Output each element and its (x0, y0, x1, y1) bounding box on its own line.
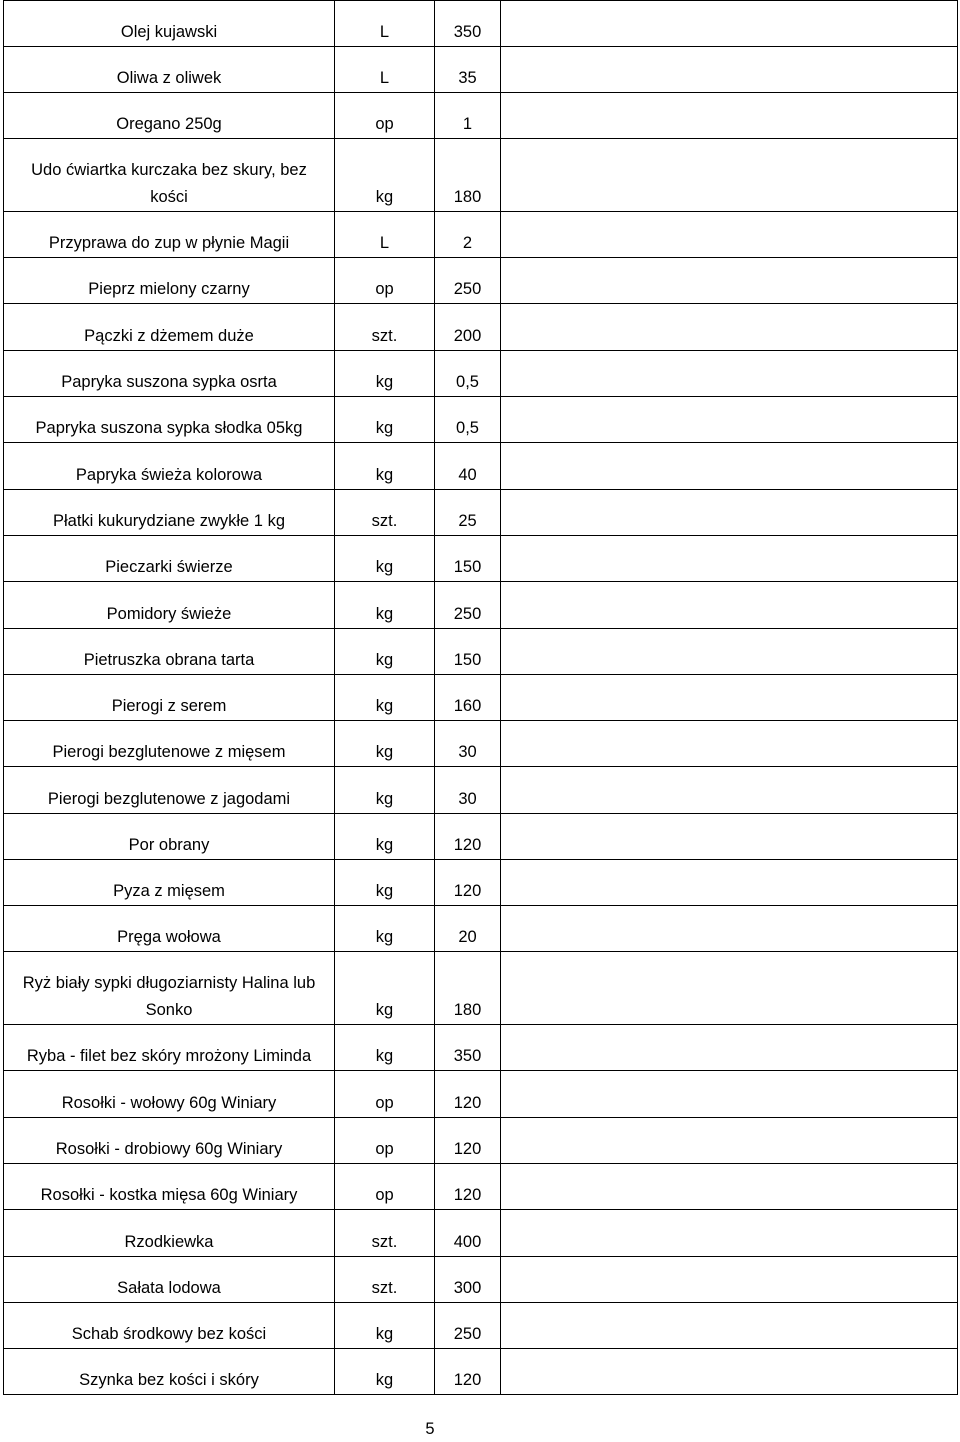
item-unit-cell: op (335, 258, 435, 304)
item-empty-cell (501, 814, 958, 860)
item-unit-cell: kg (335, 814, 435, 860)
item-name-cell: Sałata lodowa (4, 1257, 335, 1303)
item-unit-cell: kg (335, 1303, 435, 1349)
item-empty-cell (501, 212, 958, 258)
item-empty-cell (501, 397, 958, 443)
table-row (4, 1, 958, 47)
item-name-cell: Rosołki - drobiowy 60g Winiary (4, 1118, 335, 1164)
item-name-cell: Papryka suszona sypka słodka 05kg (4, 397, 335, 443)
item-quantity-cell: 120 (435, 1118, 501, 1164)
item-name-cell: Pietruszka obrana tarta (4, 629, 335, 675)
table-row (4, 1210, 958, 1257)
item-unit-cell: kg (335, 582, 435, 629)
item-unit-cell: kg (335, 536, 435, 582)
item-quantity-cell: 150 (435, 629, 501, 675)
item-empty-cell (501, 1025, 958, 1071)
table-row (4, 351, 958, 397)
item-name-cell: Udo ćwiartka kurczaka bez skury, bez kości (4, 139, 335, 212)
item-name-cell: Rosołki - kostka mięsa 60g Winiary (4, 1164, 335, 1210)
item-unit-cell: kg (335, 721, 435, 767)
item-name-cell: Pyza z mięsem (4, 860, 335, 906)
item-name-cell: Pączki z dżemem duże (4, 304, 335, 351)
item-empty-cell (501, 1118, 958, 1164)
item-quantity-cell: 250 (435, 258, 501, 304)
item-quantity-cell: 0,5 (435, 397, 501, 443)
item-empty-cell (501, 1257, 958, 1303)
table-row (4, 860, 958, 906)
item-name-cell: Papryka suszona sypka osrta (4, 351, 335, 397)
item-name-cell: Pierogi bezglutenowe z mięsem (4, 721, 335, 767)
item-quantity-cell: 40 (435, 443, 501, 490)
item-unit-cell: L (335, 47, 435, 93)
item-empty-cell (501, 675, 958, 721)
item-unit-cell: kg (335, 351, 435, 397)
item-quantity-cell: 1 (435, 93, 501, 139)
table-row (4, 443, 958, 490)
item-unit-cell: kg (335, 1025, 435, 1071)
item-quantity-cell: 0,5 (435, 351, 501, 397)
item-quantity-cell: 350 (435, 1, 501, 47)
item-empty-cell (501, 1071, 958, 1118)
item-unit-cell: L (335, 1, 435, 47)
table-row (4, 952, 958, 1025)
item-empty-cell (501, 629, 958, 675)
table-row (4, 814, 958, 860)
item-quantity-cell: 150 (435, 536, 501, 582)
item-empty-cell (501, 1303, 958, 1349)
item-unit-cell: op (335, 93, 435, 139)
item-quantity-cell: 250 (435, 582, 501, 629)
item-empty-cell (501, 1349, 958, 1395)
item-empty-cell (501, 1, 958, 47)
item-empty-cell (501, 139, 958, 212)
item-unit-cell: kg (335, 443, 435, 490)
item-quantity-cell: 120 (435, 814, 501, 860)
item-name-cell: Pierogi bezglutenowe z jagodami (4, 767, 335, 814)
item-quantity-cell: 200 (435, 304, 501, 351)
table-row (4, 906, 958, 952)
table-row (4, 490, 958, 536)
item-quantity-cell: 120 (435, 860, 501, 906)
item-quantity-cell: 180 (435, 952, 501, 1025)
page-number: 5 (425, 1420, 435, 1438)
item-name-cell: Przyprawa do zup w płynie Magii (4, 212, 335, 258)
item-name-cell: Szynka bez kości i skóry (4, 1349, 335, 1395)
item-empty-cell (501, 490, 958, 536)
item-unit-cell: L (335, 212, 435, 258)
item-name-cell: Papryka świeża kolorowa (4, 443, 335, 490)
item-unit-cell: szt. (335, 1257, 435, 1303)
item-unit-cell: kg (335, 629, 435, 675)
item-unit-cell: kg (335, 860, 435, 906)
item-name-cell: Pręga wołowa (4, 906, 335, 952)
item-name-cell: Pieczarki świerze (4, 536, 335, 582)
table-row (4, 1257, 958, 1303)
item-quantity-cell: 180 (435, 139, 501, 212)
item-quantity-cell: 30 (435, 721, 501, 767)
item-unit-cell: kg (335, 906, 435, 952)
item-name-cell: Rzodkiewka (4, 1210, 335, 1257)
item-unit-cell: kg (335, 397, 435, 443)
item-name-cell: Pierogi z serem (4, 675, 335, 721)
item-name-cell: Oregano 250g (4, 93, 335, 139)
table-row (4, 47, 958, 93)
item-unit-cell: szt. (335, 304, 435, 351)
item-unit-cell: kg (335, 767, 435, 814)
item-quantity-cell: 350 (435, 1025, 501, 1071)
table-row (4, 1349, 958, 1395)
item-quantity-cell: 20 (435, 906, 501, 952)
item-quantity-cell: 120 (435, 1071, 501, 1118)
table-row (4, 721, 958, 767)
table-row (4, 536, 958, 582)
table-row (4, 1118, 958, 1164)
item-unit-cell: kg (335, 139, 435, 212)
item-name-cell: Por obrany (4, 814, 335, 860)
item-unit-cell: op (335, 1164, 435, 1210)
item-empty-cell (501, 93, 958, 139)
item-empty-cell (501, 258, 958, 304)
table-row (4, 1164, 958, 1210)
table-row (4, 1303, 958, 1349)
item-empty-cell (501, 351, 958, 397)
item-name-cell: Olej kujawski (4, 1, 335, 47)
item-empty-cell (501, 1210, 958, 1257)
item-unit-cell: kg (335, 952, 435, 1025)
item-empty-cell (501, 860, 958, 906)
table-row (4, 629, 958, 675)
product-table-body (4, 1, 958, 1395)
item-quantity-cell: 30 (435, 767, 501, 814)
product-table (3, 0, 958, 1395)
item-unit-cell: kg (335, 675, 435, 721)
table-row (4, 582, 958, 629)
item-empty-cell (501, 906, 958, 952)
item-name-cell: Pomidory świeże (4, 582, 335, 629)
item-empty-cell (501, 582, 958, 629)
table-row (4, 212, 958, 258)
table-row (4, 1071, 958, 1118)
item-name-cell: Schab środkowy bez kości (4, 1303, 335, 1349)
item-name-cell: Ryba - filet bez skóry mrożony Liminda (4, 1025, 335, 1071)
item-name-cell: Ryż biały sypki długoziarnisty Halina lub Sonko (4, 952, 335, 1025)
item-empty-cell (501, 767, 958, 814)
item-quantity-cell: 120 (435, 1164, 501, 1210)
item-unit-cell: kg (335, 1349, 435, 1395)
item-name-cell: Pieprz mielony czarny (4, 258, 335, 304)
item-quantity-cell: 2 (435, 212, 501, 258)
item-name-cell: Rosołki - wołowy 60g Winiary (4, 1071, 335, 1118)
table-row (4, 258, 958, 304)
item-name-cell: Oliwa z oliwek (4, 47, 335, 93)
item-quantity-cell: 120 (435, 1349, 501, 1395)
table-row (4, 675, 958, 721)
item-quantity-cell: 35 (435, 47, 501, 93)
item-quantity-cell: 400 (435, 1210, 501, 1257)
item-empty-cell (501, 443, 958, 490)
item-unit-cell: op (335, 1071, 435, 1118)
item-quantity-cell: 300 (435, 1257, 501, 1303)
item-quantity-cell: 250 (435, 1303, 501, 1349)
item-empty-cell (501, 304, 958, 351)
table-row (4, 304, 958, 351)
item-empty-cell (501, 721, 958, 767)
item-empty-cell (501, 952, 958, 1025)
item-unit-cell: op (335, 1118, 435, 1164)
item-empty-cell (501, 1164, 958, 1210)
item-quantity-cell: 160 (435, 675, 501, 721)
table-row (4, 397, 958, 443)
item-quantity-cell: 25 (435, 490, 501, 536)
item-unit-cell: szt. (335, 490, 435, 536)
item-empty-cell (501, 536, 958, 582)
item-empty-cell (501, 47, 958, 93)
table-row (4, 1025, 958, 1071)
table-row (4, 139, 958, 212)
item-unit-cell: szt. (335, 1210, 435, 1257)
table-row (4, 93, 958, 139)
item-name-cell: Płatki kukurydziane zwykłe 1 kg (4, 490, 335, 536)
table-row (4, 767, 958, 814)
